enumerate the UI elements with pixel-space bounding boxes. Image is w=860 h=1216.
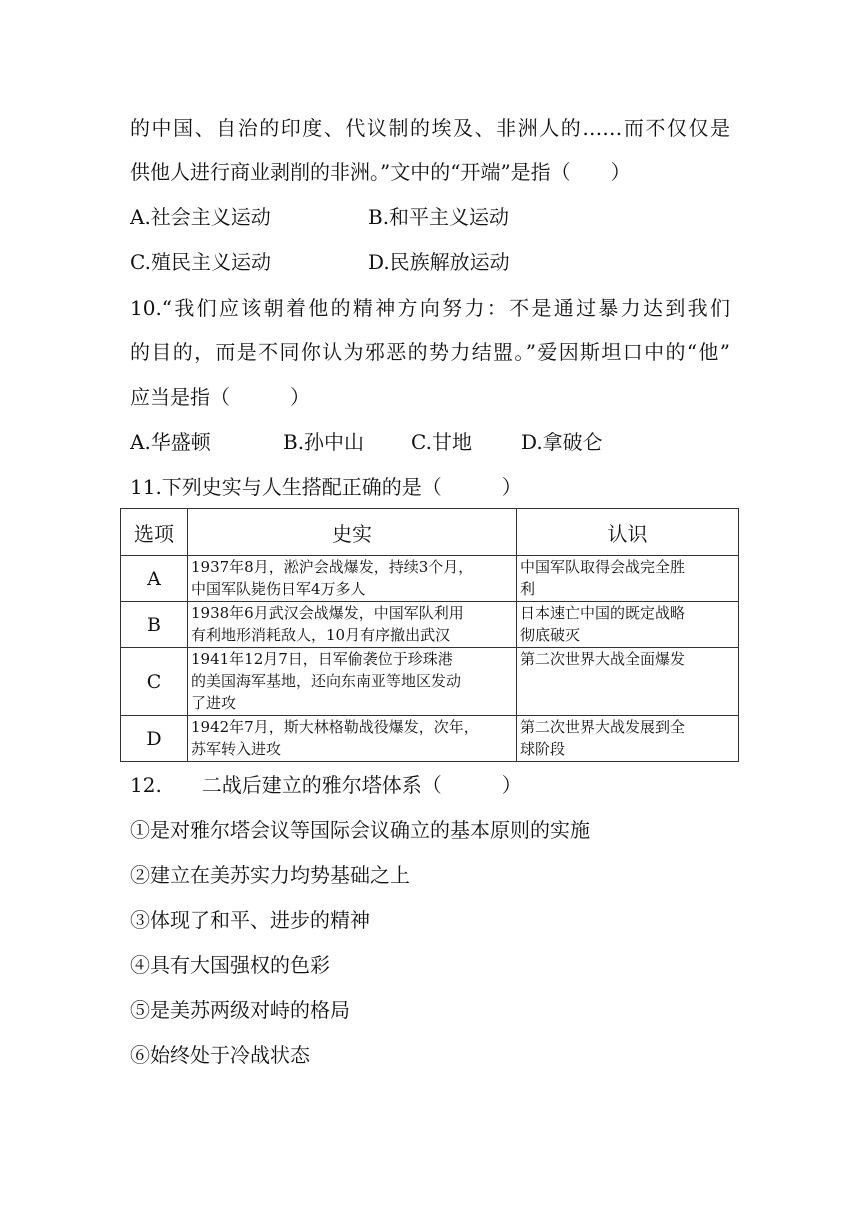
view-line: 中国军队取得会战完全胜 [520, 558, 686, 576]
q9-stem-line-2: 供他人进行商业剥削的非洲。”文中的“开端”是指（ ） [130, 160, 631, 184]
q11-header-option: 选项 [121, 509, 188, 556]
q10-option-d: D.拿破仑 [521, 430, 603, 454]
fact-line: 有利地形消耗敌人，10月有序撤出武汉 [191, 626, 451, 644]
q11-row-a-key: A [121, 556, 188, 602]
fact-line: 了进攻 [191, 694, 237, 712]
view-line: 日本速亡中国的既定战略 [520, 604, 686, 622]
q12-stem: 12. 二战后建立的雅尔塔体系（ ） [130, 773, 522, 797]
fact-line: 苏军转入进攻 [191, 740, 282, 758]
q11-row-c-key: C [121, 648, 188, 716]
view-line: 彻底破灭 [520, 626, 581, 644]
q10-option-c: C.甘地 [411, 430, 472, 454]
q11-row-b-fact [188, 602, 517, 648]
q11-row-d-view [517, 716, 739, 762]
q10-stem-line-1: 10.“我们应该朝着他的精神方向努力：不是通过暴力达到我们 [130, 296, 730, 320]
q12-item-5: ⑤是美苏两级对峙的格局 [130, 998, 350, 1022]
table-row [121, 648, 739, 716]
fact-line: 的美国海军基地，还向东南亚等地区发动 [191, 672, 462, 690]
q12-item-1: ①是对雅尔塔会议等国际会议确立的基本原则的实施 [130, 818, 590, 842]
q12-item-6: ⑥始终处于冷战状态 [130, 1043, 310, 1067]
view-line: 利 [520, 580, 536, 598]
table-row [121, 716, 739, 762]
q11-table [120, 508, 739, 762]
q11-header-fact: 史实 [188, 509, 517, 556]
fact-line: 1937年8月，淞沪会战爆发，持续3个月， [191, 558, 474, 576]
q12-item-4: ④具有大国强权的色彩 [130, 953, 330, 977]
q11-row-d-fact [188, 716, 517, 762]
fact-line: 1941年12月7日，日军偷袭位于珍珠港 [191, 650, 453, 668]
q9-option-d: D.民族解放运动 [368, 250, 510, 274]
q11-row-a-fact [188, 556, 517, 602]
q12-item-3: ③体现了和平、进步的精神 [130, 908, 370, 932]
q9-stem-line-1: 的中国、自治的印度、代议制的埃及、非洲人的……而不仅仅是 [130, 116, 730, 140]
q9-option-c: C.殖民主义运动 [130, 250, 271, 274]
q11-row-c-view [517, 648, 739, 716]
q10-option-b: B.孙中山 [283, 430, 365, 454]
fact-line: 中国军队毙伤日军4万多人 [191, 580, 366, 598]
q12-item-2: ②建立在美苏实力均势基础之上 [130, 863, 410, 887]
q11-row-a-view [517, 556, 739, 602]
q9-option-a: A.社会主义运动 [130, 205, 271, 229]
q11-row-b-key: B [121, 602, 188, 648]
q11-row-b-view [517, 602, 739, 648]
table-row [121, 602, 739, 648]
q9-option-b: B.和平主义运动 [368, 205, 510, 229]
view-line: 第二次世界大战发展到全 [520, 718, 686, 736]
q11-table-header-row [121, 509, 739, 556]
q10-stem-line-2: 的目的，而是不同你认为邪恶的势力结盟。”爱因斯坦口中的“他” [130, 340, 730, 364]
q11-row-d-key: D [121, 716, 188, 762]
fact-line: 1942年7月，斯大林格勒战役爆发，次年， [191, 718, 479, 736]
view-line: 第二次世界大战全面爆发 [520, 650, 686, 668]
q11-row-c-fact [188, 648, 517, 716]
table-row [121, 556, 739, 602]
q11-stem: 11.下列史实与人生搭配正确的是（ ） [130, 475, 522, 499]
q10-option-a: A.华盛顿 [130, 430, 211, 454]
q10-stem-line-3: 应当是指（ ） [130, 385, 310, 409]
fact-line: 1938年6月武汉会战爆发，中国军队利用 [191, 604, 464, 622]
view-line: 球阶段 [520, 740, 566, 758]
q11-header-view: 认识 [517, 509, 739, 556]
